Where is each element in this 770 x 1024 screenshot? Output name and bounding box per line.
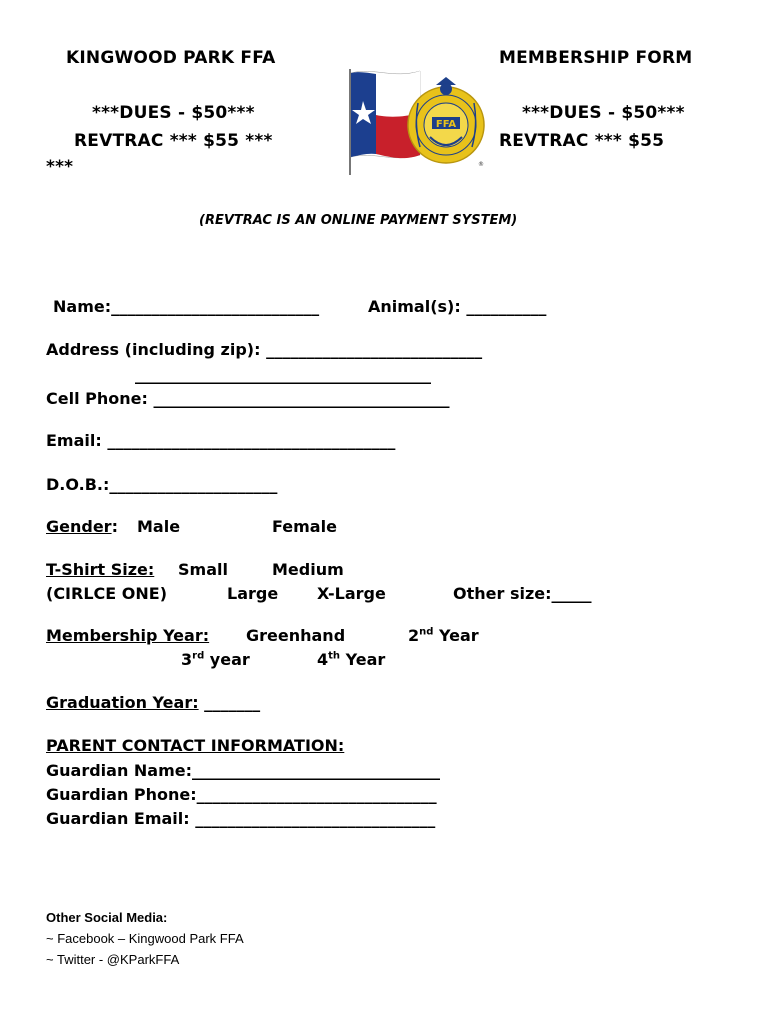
circle-one-instruction: (CIRLCE ONE)	[46, 584, 167, 603]
tshirt-option-small[interactable]: Small	[178, 560, 228, 579]
dob-field[interactable]: D.O.B.:_____________________	[46, 475, 278, 494]
revtrac-left: REVTRAC *** $55 ***	[74, 131, 273, 151]
address-continuation-line[interactable]: _____________________________________	[135, 365, 431, 384]
social-media-heading: Other Social Media:	[46, 910, 168, 925]
gender-row	[46, 517, 118, 536]
membership-option-4th-year[interactable]	[317, 650, 385, 669]
gender-label: Gender	[46, 517, 112, 536]
svg-text:®: ®	[478, 161, 485, 168]
dues-right: ***DUES - $50***	[522, 103, 685, 123]
texas-flag-ffa-emblem-icon	[348, 63, 490, 179]
membership-year-label: Membership Year:	[46, 626, 210, 645]
social-facebook: ~ Facebook – Kingwood Park FFA	[46, 931, 244, 946]
year-3-word: year	[204, 650, 250, 669]
name-field[interactable]: Name:__________________________	[53, 297, 320, 316]
year-2-suffix: nd	[419, 626, 434, 638]
school-title: KINGWOOD PARK FFA	[66, 48, 276, 68]
address-field[interactable]: Address (including zip): ___________________________	[46, 340, 483, 359]
revtrac-note: (REVTRAC IS AN ONLINE PAYMENT SYSTEM)	[199, 213, 518, 228]
email-field[interactable]: Email: ____________________________________	[46, 431, 396, 450]
tshirt-size-label: T-Shirt Size:	[46, 560, 155, 579]
membership-option-3rd-year[interactable]	[181, 650, 250, 669]
year-4-word: Year	[340, 650, 386, 669]
animals-field[interactable]: Animal(s): __________	[368, 297, 547, 316]
tshirt-option-xlarge[interactable]: X-Large	[317, 584, 386, 603]
guardian-phone-field[interactable]: Guardian Phone:______________________________	[46, 785, 437, 804]
year-4-number: 4	[317, 650, 329, 669]
year-4-suffix: th	[328, 650, 341, 662]
gender-option-male[interactable]: Male	[137, 517, 181, 536]
membership-option-2nd-year[interactable]	[408, 626, 479, 645]
revtrac-right: REVTRAC *** $55	[499, 131, 665, 151]
year-3-suffix: rd	[192, 650, 205, 662]
graduation-year-blank[interactable]: _______	[198, 693, 261, 712]
membership-option-greenhand[interactable]: Greenhand	[246, 626, 346, 645]
gender-colon: :	[111, 517, 118, 536]
dues-left: ***DUES - $50***	[92, 103, 255, 123]
tshirt-option-large[interactable]: Large	[227, 584, 279, 603]
guardian-name-field[interactable]: Guardian Name:_______________________________	[46, 761, 441, 780]
cell-phone-field[interactable]: Cell Phone: _____________________________________	[46, 389, 450, 408]
gender-option-female[interactable]: Female	[272, 517, 337, 536]
social-twitter: ~ Twitter - @KParkFFA	[46, 952, 180, 967]
flag-emblem-logo	[338, 44, 485, 168]
svg-text:FFA: FFA	[436, 119, 457, 130]
year-3-number: 3	[181, 650, 193, 669]
year-2-number: 2	[408, 626, 420, 645]
form-title: MEMBERSHIP FORM	[499, 48, 693, 68]
year-2-word: Year	[433, 626, 479, 645]
graduation-year-label: Graduation Year:	[46, 693, 199, 712]
tshirt-other-size-field[interactable]: Other size:_____	[453, 584, 592, 603]
guardian-email-field[interactable]: Guardian Email: ______________________________	[46, 809, 436, 828]
tshirt-option-medium[interactable]: Medium	[272, 560, 344, 579]
graduation-year-field[interactable]	[46, 693, 260, 712]
revtrac-left-wrap: ***	[46, 157, 74, 177]
parent-contact-heading: PARENT CONTACT INFORMATION:	[46, 736, 345, 755]
